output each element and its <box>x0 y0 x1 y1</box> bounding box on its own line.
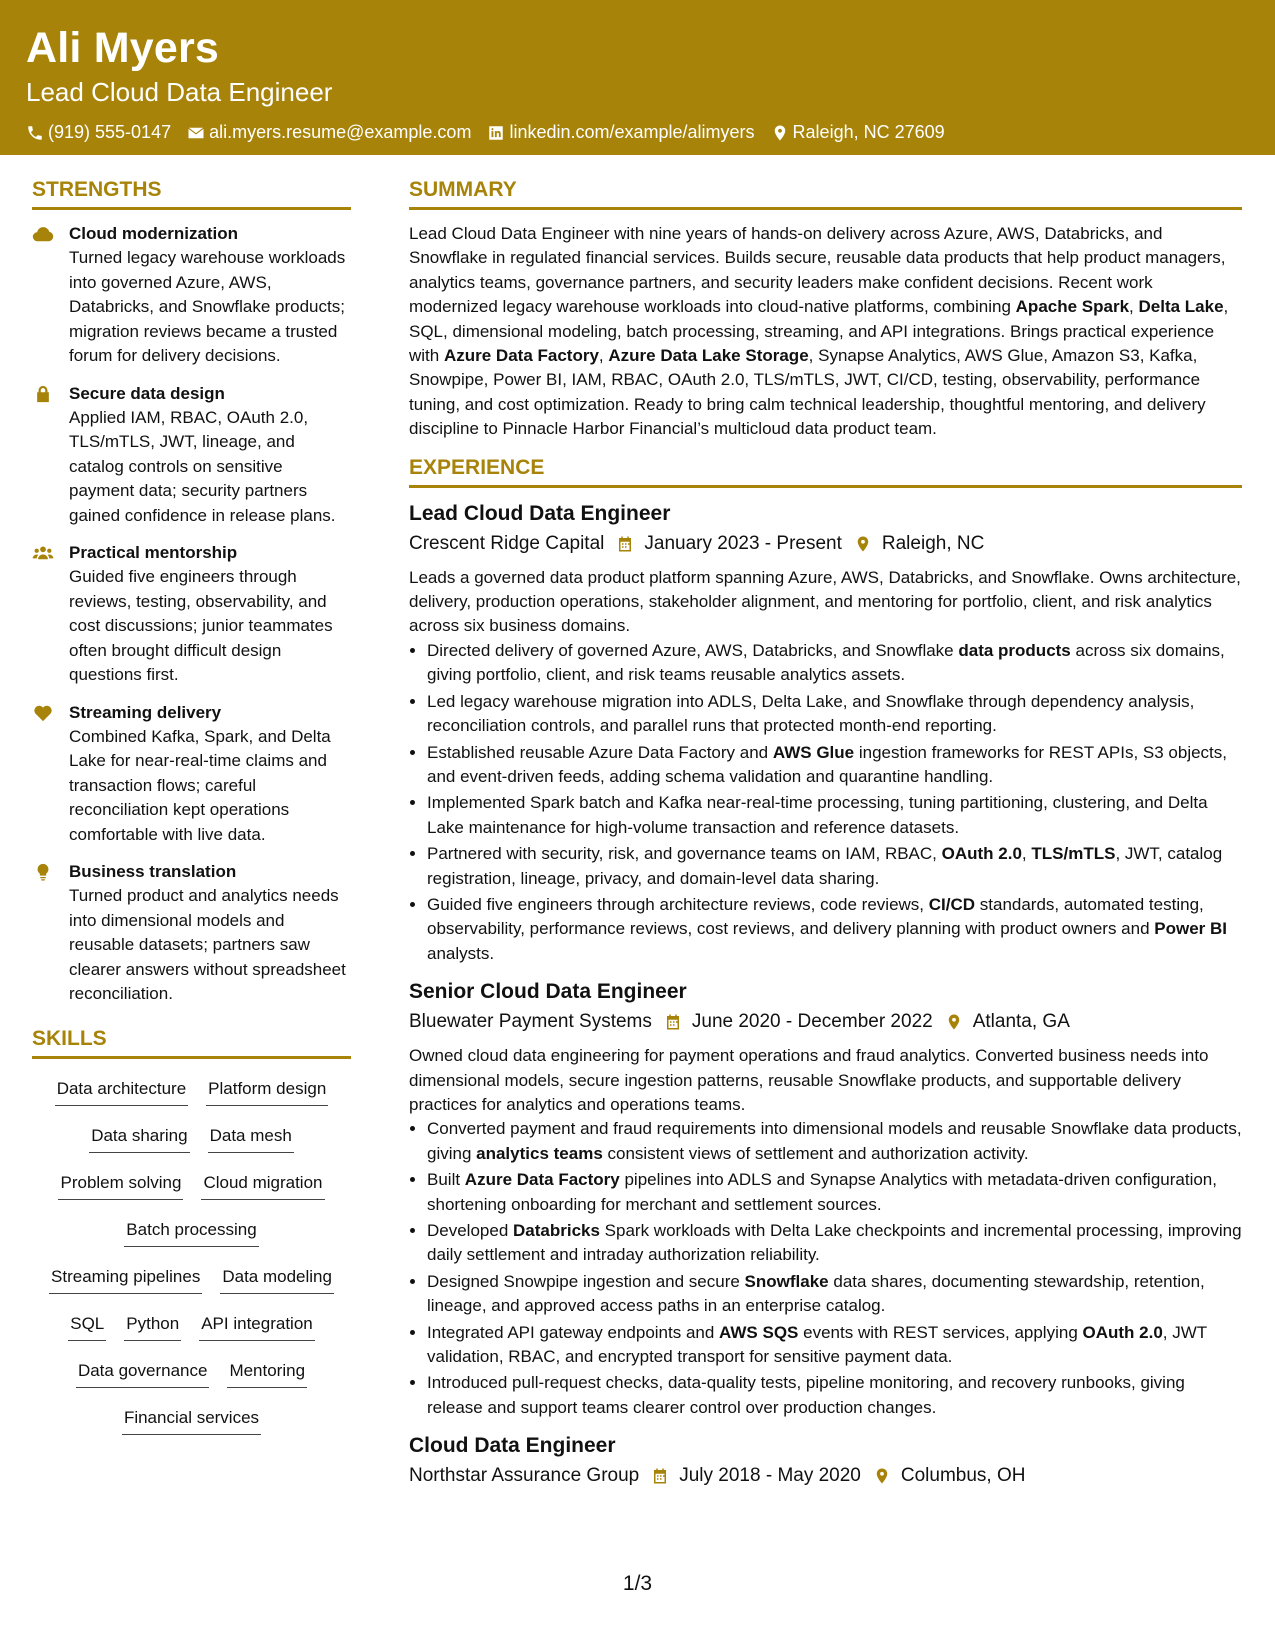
bold-keyword: Azure Data Lake Storage <box>608 346 809 366</box>
job-entry <box>409 978 1242 1420</box>
bullet-item: • Integrated API gateway endpoints and AWS SQS events with REST services, applying OAuth 2.0, JWT validation, RBAC, and encrypted transport for sensitive payment data. <box>427 1321 1242 1370</box>
calendar-icon <box>651 1467 669 1485</box>
job-dates: June 2020 - December 2022 <box>691 1011 933 1033</box>
bullet-item: • Established reusable Azure Data Factory and AWS Glue ingestion frameworks for REST APIs, S3 objects, and event-driven feeds, adding schema validation and quarantine handling. <box>427 741 1242 790</box>
skill-tag: Financial services <box>122 1406 261 1435</box>
job-bullets <box>409 639 1242 966</box>
skill-tag: Mentoring <box>227 1359 307 1388</box>
bold-keyword: CI/CD <box>928 894 976 914</box>
skill-tag: Batch processing <box>124 1218 258 1247</box>
strength-item <box>32 541 351 688</box>
calendar-icon <box>664 1013 682 1031</box>
summary-text: Lead Cloud Data Engineer with nine years of hands-on delivery across Azure, AWS, Databricks, and Snowflake in regulated financial services. Builds secure, reusable data products that help product managers, analytics teams, governance partners, and security leaders make confident decisions. Recent work modernized legacy warehouse workloads into cloud-native platforms, combining Apache Spark, Delta Lake, SQL, dimensional modeling, batch processing, streaming, and API integrations. Brings practical experience with Azure Data Factory, Azure Data Lake Storage, Synapse Analytics, AWS Glue, Amazon S3, Kafka, Snowpipe, Power BI, IAM, RBAC, OAuth 2.0, TLS/mTLS, JWT, CI/CD, testing, observability, performance tuning, and cost optimization. Ready to bring calm technical leadership, thoughtful mentoring, and delivery discipline to Pinnacle Harbor Financial’s multicloud data product team. <box>409 224 1229 439</box>
strength-description: Turned legacy warehouse workloads into governed Azure, AWS, Databricks, and Snowflake products; migration reviews became a trusted forum for delivery decisions. <box>69 248 346 365</box>
bold-keyword: analytics teams <box>476 1143 603 1163</box>
strength-title: Streaming delivery <box>69 702 222 722</box>
skill-tag: Data mesh <box>208 1124 294 1153</box>
job-entry <box>409 500 1242 967</box>
skill-tag: Streaming pipelines <box>49 1265 202 1294</box>
company-name: Crescent Ridge Capital <box>409 532 605 554</box>
skill-tag: Data governance <box>76 1359 209 1388</box>
page-number: 1/3 <box>622 1572 653 1595</box>
job-dates: January 2023 - Present <box>644 532 842 554</box>
bullet-item: • Built Azure Data Factory pipelines into ADLS and Synapse Analytics with metadata-driven configuration, shortening onboarding for merchant and settlement sources. <box>427 1168 1242 1217</box>
company-name: Northstar Assurance Group <box>409 1465 640 1487</box>
strength-title: Practical mentorship <box>69 543 238 562</box>
left-column <box>32 176 351 1447</box>
experience-heading: EXPERIENCE <box>409 454 1242 488</box>
bullet-item: • Implemented Spark batch and Kafka near-real-time processing, tuning partitioning, clustering, and Delta Lake maintenance for high-volume transaction and reference datasets. <box>427 791 1242 840</box>
bold-keyword: data products <box>958 640 1071 660</box>
phone-icon <box>26 124 44 142</box>
map-pin-icon <box>854 535 872 553</box>
bold-keyword: AWS SQS <box>719 1322 799 1342</box>
summary-heading: SUMMARY <box>409 176 1242 210</box>
strength-description: Turned product and analytics needs into dimensional models and reusable datasets; partners saw clearer answers without spreadsheet reconciliation. <box>69 886 346 1003</box>
linkedin-icon <box>487 124 505 142</box>
job-title: Cloud Data Engineer <box>409 1434 616 1458</box>
bold-keyword: AWS Glue <box>772 742 855 762</box>
job-location: Raleigh, NC <box>881 532 985 554</box>
skill-tag: Problem solving <box>58 1171 183 1200</box>
bullet-item: • Directed delivery of governed Azure, AWS, Databricks, and Snowflake data products across six domains, giving portfolio, client, and risk teams reusable analytics assets. <box>427 639 1242 688</box>
job-title: Senior Cloud Data Engineer <box>409 980 687 1004</box>
strength-description: Combined Kafka, Spark, and Delta Lake for near-real-time claims and transaction flows; careful reconciliation kept operations comfortable with live data. <box>69 726 331 844</box>
skill-tag: API integration <box>199 1312 315 1341</box>
contact-phone[interactable] <box>26 122 171 143</box>
skill-tag: Platform design <box>206 1077 328 1106</box>
email-address: ali.myers.resume@example.com <box>209 122 472 142</box>
map-pin-icon <box>873 1467 891 1485</box>
bold-keyword: Delta Lake <box>1138 297 1224 317</box>
company-name: Bluewater Payment Systems <box>409 1011 652 1033</box>
job-title: Lead Cloud Data Engineer <box>409 501 671 525</box>
skill-tag: SQL <box>68 1312 106 1341</box>
bold-keyword: Apache Spark <box>1015 297 1130 317</box>
bold-keyword: Databricks <box>513 1221 600 1240</box>
strength-item <box>32 382 351 529</box>
bullet-item: • Introduced pull-request checks, data-quality tests, pipeline monitoring, and recovery runbooks, giving release and support teams clearer control over production changes. <box>427 1371 1242 1420</box>
contact-location <box>771 122 945 143</box>
contact-email[interactable] <box>187 122 471 143</box>
job-description: Owned cloud data engineering for payment operations and fraud analytics. Converted business needs into dimensional models, secure ingestion patterns, reusable Snowflake products, and supportable delivery practices for analytics and operations teams. <box>409 1046 1209 1114</box>
calendar-icon <box>616 535 634 553</box>
bullet-item: • Led legacy warehouse migration into ADLS, Delta Lake, and Snowflake through dependency analysis, reconciliation controls, and parallel runs that protected month-end reporting. <box>427 690 1242 739</box>
candidate-role: Lead Cloud Data Engineer <box>26 77 333 107</box>
right-column <box>409 176 1242 1502</box>
bullet-item: • Designed Snowpipe ingestion and secure Snowflake data shares, documenting stewardship, retention, lineage, and approved access paths in an enterprise catalog. <box>427 1270 1242 1319</box>
bullet-item: • Guided five engineers through architecture reviews, code reviews, CI/CD standards, automated testing, observability, performance reviews, cost reviews, and delivery planning with product owners and Power BI analysts. <box>427 893 1242 966</box>
job-dates: July 2018 - May 2020 <box>679 1465 861 1487</box>
lightbulb-icon <box>32 863 54 881</box>
job-location: Atlanta, GA <box>972 1011 1070 1033</box>
strengths-heading: STRENGTHS <box>32 176 351 210</box>
bold-keyword: Azure Data Factory <box>464 1170 620 1190</box>
users-icon <box>32 544 54 562</box>
skills-list <box>32 1071 351 1447</box>
bold-keyword: OAuth 2.0 <box>941 844 1022 864</box>
job-bullets <box>409 1117 1242 1420</box>
map-pin-icon <box>771 124 789 142</box>
job-meta <box>409 1462 1242 1490</box>
bold-keyword: OAuth 2.0 <box>1082 1322 1163 1342</box>
phone-number: (919) 555-0147 <box>48 122 172 142</box>
cloud-icon <box>32 225 54 243</box>
strength-title: Cloud modernization <box>69 224 239 243</box>
envelope-icon <box>187 124 205 142</box>
map-pin-icon <box>945 1013 963 1031</box>
strength-description: Guided five engineers through reviews, testing, observability, and cost discussions; junior teammates often brought difficult design questions first. <box>69 567 333 684</box>
bullet-item: • Partnered with security, risk, and governance teams on IAM, RBAC, OAuth 2.0, TLS/mTLS, JWT, catalog registration, lineage, privacy, and domain-level data sharing. <box>427 842 1242 891</box>
bold-keyword: Azure Data Factory <box>443 346 599 366</box>
bold-keyword: TLS/mTLS <box>1031 844 1116 864</box>
job-description: Leads a governed data product platform spanning Azure, AWS, Databricks, and Snowflake. Owns architecture, delivery, production operations, stakeholder alignment, and mentoring for portfolio, client, and risk analytics across six business domains. <box>409 567 1241 636</box>
job-meta <box>409 530 1242 558</box>
heart-icon <box>32 704 54 722</box>
strength-title: Secure data design <box>69 383 225 403</box>
linkedin-url: linkedin.com/example/alimyers <box>509 122 755 142</box>
lock-icon <box>32 385 54 403</box>
job-location: Columbus, OH <box>900 1465 1026 1487</box>
strength-title: Business translation <box>69 862 237 881</box>
strength-item <box>32 701 351 848</box>
job-meta <box>409 1008 1242 1036</box>
bold-keyword: Snowflake <box>744 1271 829 1291</box>
job-entry <box>409 1432 1242 1490</box>
strength-item <box>32 222 351 369</box>
bold-keyword: Power BI <box>1154 919 1228 939</box>
bullet-item: • Converted payment and fraud requirements into dimensional models and reusable Snowflake data products, giving analytics teams consistent views of settlement and authorization activity. <box>427 1117 1242 1166</box>
location-text: Raleigh, NC 27609 <box>792 122 945 142</box>
strength-item <box>32 860 351 1007</box>
resume-header <box>0 0 1275 155</box>
bullet-item: • Developed Databricks Spark workloads with Delta Lake checkpoints and incremental processing, improving daily settlement and intraday authorization reliability. <box>427 1219 1242 1268</box>
contact-linkedin[interactable] <box>487 122 754 143</box>
contact-bar <box>26 122 1249 143</box>
skill-tag: Cloud migration <box>201 1171 324 1200</box>
candidate-name: Ali Myers <box>26 24 219 72</box>
skill-tag: Data architecture <box>55 1077 188 1106</box>
skill-tag: Data sharing <box>89 1124 189 1153</box>
skills-heading: SKILLS <box>32 1025 351 1059</box>
skill-tag: Python <box>124 1312 181 1341</box>
skill-tag: Data modeling <box>220 1265 334 1294</box>
strength-description: Applied IAM, RBAC, OAuth 2.0, TLS/mTLS, JWT, lineage, and catalog controls on sensitive payment data; security partners gained confidence in release plans. <box>69 407 336 525</box>
